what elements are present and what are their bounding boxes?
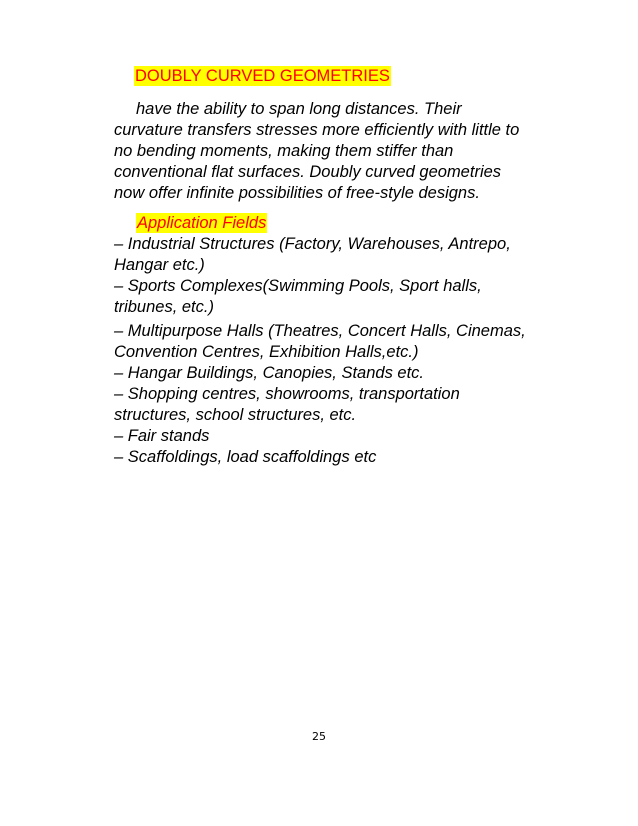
list-line: – Shopping centres, showrooms, transportation <box>114 385 460 403</box>
list-line: – Hangar Buildings, Canopies, Stands etc. <box>114 364 425 382</box>
paragraph-line: curvature transfers stresses more efficiently with little to <box>114 121 520 139</box>
list-line: structures, school structures, etc. <box>114 406 357 424</box>
body-paragraph <box>114 99 554 204</box>
list-line: – Sports Complexes(Swimming Pools, Sport halls, <box>114 277 482 295</box>
list-line: – Industrial Structures (Factory, Warehouses, Antrepo, <box>114 235 511 253</box>
list-line: – Fair stands <box>114 427 210 445</box>
list-line: tribunes, etc.) <box>114 298 214 316</box>
section-heading: DOUBLY CURVED GEOMETRIES <box>135 67 390 85</box>
list-line: – Scaffoldings, load scaffoldings etc <box>114 448 377 466</box>
list-line: Convention Centres, Exhibition Halls,etc.) <box>114 343 419 361</box>
paragraph-line: conventional flat surfaces. Doubly curved geometries <box>114 163 502 181</box>
paragraph-line: have the ability to span long distances. Their <box>136 100 462 118</box>
application-list-part-1 <box>114 234 554 318</box>
application-fields-heading: Application Fields <box>137 214 267 232</box>
list-line: – Multipurpose Halls (Theatres, Concert Halls, Cinemas, <box>114 322 526 340</box>
page-number: 25 <box>312 730 326 743</box>
paragraph-line: no bending moments, making them stiffer than <box>114 142 454 160</box>
application-list-part-2 <box>114 321 554 468</box>
paragraph-line: now offer infinite possibilities of free-style designs. <box>114 184 480 202</box>
list-line: Hangar etc.) <box>114 256 205 274</box>
